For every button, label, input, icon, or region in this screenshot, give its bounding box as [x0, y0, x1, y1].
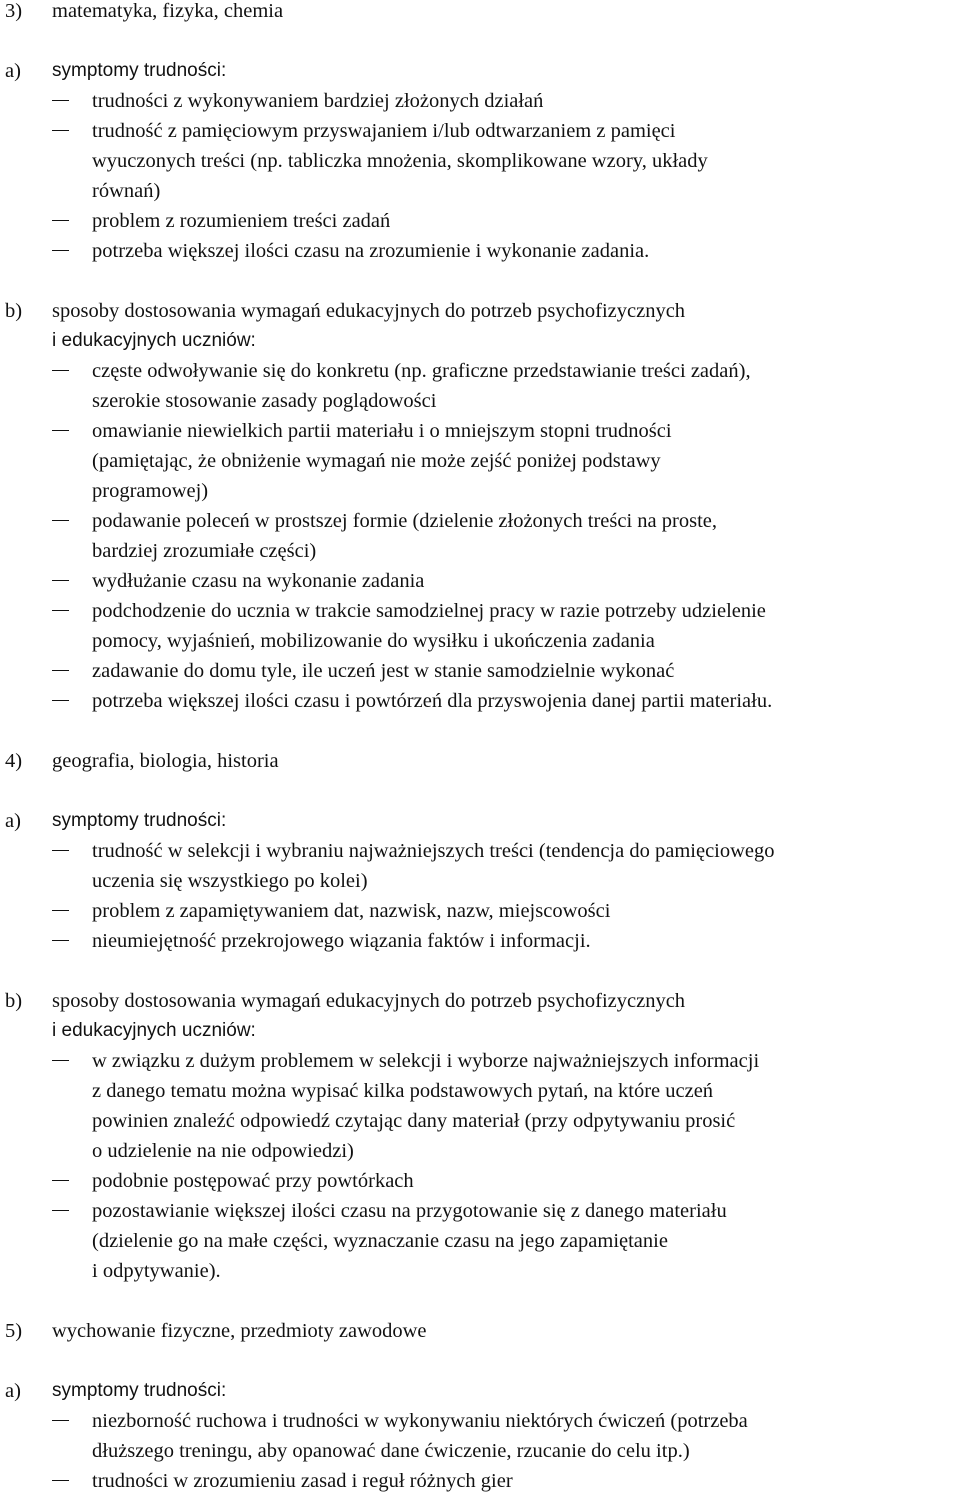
list-item-text: równań)	[92, 180, 161, 202]
list-item-text: wydłużanie czasu na wykonanie zadania	[92, 570, 425, 592]
list-item-text: (pamiętając, że obniżenie wymagań nie może zejść poniżej podstawy	[92, 450, 661, 472]
list-item-text: problem z rozumieniem treści zadań	[92, 210, 391, 232]
list-item-text: trudności w zrozumieniu zasad i reguł różnych gier	[92, 1470, 513, 1492]
section-number: 4)	[5, 750, 23, 772]
dash-bullet	[52, 1180, 69, 1181]
dash-bullet	[52, 100, 69, 101]
subsection-title: symptomy trudności:	[52, 60, 227, 81]
dash-bullet	[52, 580, 69, 581]
dash-bullet	[52, 520, 69, 521]
section-title: geografia, biologia, historia	[52, 750, 279, 772]
section-number: 3)	[5, 0, 23, 22]
dash-bullet	[52, 850, 69, 851]
section-title: wychowanie fizyczne, przedmioty zawodowe	[52, 1320, 427, 1342]
list-item-text: programowej)	[92, 480, 209, 502]
list-item-text: szerokie stosowanie zasady poglądowości	[92, 390, 437, 412]
list-item-text: omawianie niewielkich partii materiału i o mniejszym stopni trudności	[92, 420, 672, 442]
list-item-text: o udzielenie na nie odpowiedzi)	[92, 1140, 354, 1162]
list-item-text: wyuczonych treści (np. tabliczka mnożenia, skomplikowane wzory, układy	[92, 150, 708, 172]
subsection-letter: a)	[5, 1380, 21, 1402]
subsection-letter: b)	[5, 990, 23, 1012]
list-item-text: pomocy, wyjaśnień, mobilizowanie do wysiłku i ukończenia zadania	[92, 630, 655, 652]
dash-bullet	[52, 1060, 69, 1061]
list-item-text: problem z zapamiętywaniem dat, nazwisk, nazw, miejscowości	[92, 900, 611, 922]
list-item-text: z danego tematu można wypisać kilka podstawowych pytań, na które uczeń	[92, 1080, 714, 1102]
subsection-title: sposoby dostosowania wymagań edukacyjnych do potrzeb psychofizycznych	[52, 990, 686, 1012]
dash-bullet	[52, 670, 69, 671]
section-number: 5)	[5, 1320, 23, 1342]
subsection-letter: a)	[5, 810, 21, 832]
dash-bullet	[52, 370, 69, 371]
dash-bullet	[52, 1210, 69, 1211]
dash-bullet	[52, 940, 69, 941]
subsection-title: i edukacyjnych uczniów:	[52, 1020, 256, 1041]
list-item-text: podchodzenie do ucznia w trakcie samodzielnej pracy w razie potrzeby udzielenie	[92, 600, 766, 622]
section-title: matematyka, fizyka, chemia	[52, 0, 284, 22]
list-item-text: i odpytywanie).	[92, 1260, 221, 1282]
subsection-letter: b)	[5, 300, 23, 322]
list-item-text: potrzeba większej ilości czasu i powtórzeń dla przyswojenia danej partii materiału.	[92, 690, 773, 712]
subsection-title: symptomy trudności:	[52, 810, 227, 831]
list-item-text: potrzeba większej ilości czasu na zrozumienie i wykonanie zadania.	[92, 240, 650, 262]
dash-bullet	[52, 700, 69, 701]
dash-bullet	[52, 910, 69, 911]
subsection-title: i edukacyjnych uczniów:	[52, 330, 256, 351]
dash-bullet	[52, 250, 69, 251]
subsection-title: sposoby dostosowania wymagań edukacyjnych do potrzeb psychofizycznych	[52, 300, 686, 322]
list-item-text: trudność z pamięciowym przyswajaniem i/lub odtwarzaniem z pamięci	[92, 120, 676, 142]
list-item-text: niezborność ruchowa i trudności w wykonywaniu niektórych ćwiczeń (potrzeba	[92, 1410, 748, 1432]
list-item-text: trudności z wykonywaniem bardziej złożonych działań	[92, 90, 544, 112]
list-item-text: uczenia się wszystkiego po kolei)	[92, 870, 368, 892]
dash-bullet	[52, 610, 69, 611]
list-item-text: zadawanie do domu tyle, ile uczeń jest w stanie samodzielnie wykonać	[92, 660, 675, 682]
list-item-text: powinien znaleźć odpowiedź czytając dany materiał (przy odpytywaniu prosić	[92, 1110, 736, 1132]
list-item-text: pozostawianie większej ilości czasu na przygotowanie się z danego materiału	[92, 1200, 727, 1222]
list-item-text: dłuższego treningu, aby opanować dane ćwiczenie, rzucanie do celu itp.)	[92, 1440, 690, 1462]
subsection-title: symptomy trudności:	[52, 1380, 227, 1401]
list-item-text: w związku z dużym problemem w selekcji i wyborze najważniejszych informacji	[92, 1050, 760, 1072]
dash-bullet	[52, 430, 69, 431]
subsection-letter: a)	[5, 60, 21, 82]
list-item-text: bardziej zrozumiałe części)	[92, 540, 317, 562]
list-item-text: nieumiejętność przekrojowego wiązania faktów i informacji.	[92, 930, 591, 952]
dash-bullet	[52, 220, 69, 221]
list-item-text: trudność w selekcji i wybraniu najważniejszych treści (tendencja do pamięciowego	[92, 840, 775, 862]
dash-bullet	[52, 1420, 69, 1421]
list-item-text: podobnie postępować przy powtórkach	[92, 1170, 414, 1192]
list-item-text: podawanie poleceń w prostszej formie (dzielenie złożonych treści na proste,	[92, 510, 717, 532]
dash-bullet	[52, 1480, 69, 1481]
list-item-text: (dzielenie go na małe części, wyznaczanie czasu na jego zapamiętanie	[92, 1230, 668, 1252]
dash-bullet	[52, 130, 69, 131]
list-item-text: częste odwoływanie się do konkretu (np. graficzne przedstawianie treści zadań),	[92, 360, 751, 382]
